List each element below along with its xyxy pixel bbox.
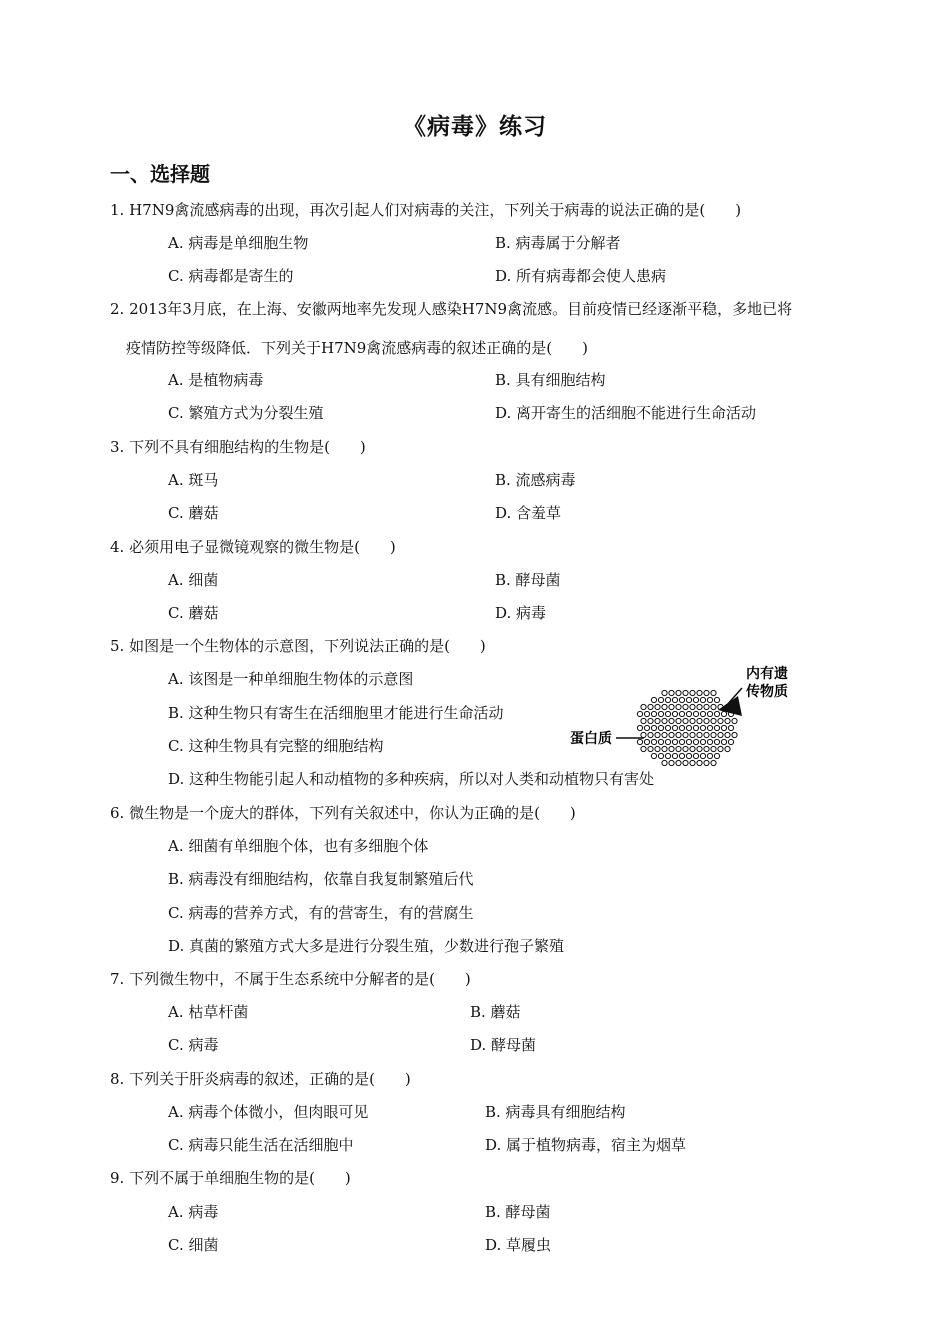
option-right: B. 病毒属于分解者	[495, 234, 621, 252]
capsid-dot	[651, 725, 656, 730]
capsid-dot	[662, 760, 667, 765]
capsid-dot	[686, 753, 691, 758]
option-right: B. 蘑菇	[470, 1003, 521, 1021]
capsid-dot	[693, 753, 698, 758]
capsid-dot	[690, 732, 695, 737]
option-left: C. 病毒	[168, 1036, 219, 1054]
capsid-dot	[679, 753, 684, 758]
capsid-dot	[637, 739, 642, 744]
text-line: B. 这种生物只有寄生在活细胞里才能进行生命活动	[168, 704, 504, 722]
capsid-dot	[641, 732, 646, 737]
capsid-dot	[665, 697, 670, 702]
option-left: A. 细菌	[168, 571, 219, 589]
capsid-dot	[686, 739, 691, 744]
capsid-dot	[707, 711, 712, 716]
capsid-dot	[655, 732, 660, 737]
option-left: C. 蘑菇	[168, 604, 219, 622]
option-right: B. 酵母菌	[495, 571, 561, 589]
capsid-dot	[669, 746, 674, 751]
capsid-dot	[704, 732, 709, 737]
capsid-dot	[690, 690, 695, 695]
option-right: D. 酵母菌	[470, 1036, 537, 1054]
text-line: 6. 微生物是一个庞大的群体，下列有关叙述中，你认为正确的是( )	[110, 804, 576, 822]
option-left: A. 病毒是单细胞生物	[168, 234, 309, 252]
capsid-dot	[662, 690, 667, 695]
capsid-dot	[648, 732, 653, 737]
capsid-dot	[697, 746, 702, 751]
capsid-dot	[714, 753, 719, 758]
capsid-dot	[669, 760, 674, 765]
capsid-dot	[644, 739, 649, 744]
capsid-dot	[641, 704, 646, 709]
capsid-dot	[679, 697, 684, 702]
capsid-dot	[655, 718, 660, 723]
capsid-dot	[644, 725, 649, 730]
capsid-dot	[690, 746, 695, 751]
capsid-dot	[665, 711, 670, 716]
option-right: B. 酵母菌	[485, 1203, 551, 1221]
capsid-dot	[690, 718, 695, 723]
option-left: A. 斑马	[168, 471, 219, 489]
text-line: C. 病毒的营养方式，有的营寄生，有的营腐生	[168, 904, 474, 922]
option-left: A. 病毒个体微小，但肉眼可见	[168, 1103, 369, 1121]
capsid-dot	[697, 718, 702, 723]
capsid-dot	[672, 697, 677, 702]
capsid-dot	[662, 704, 667, 709]
capsid-dot	[704, 690, 709, 695]
option-right: B. 具有细胞结构	[495, 371, 606, 389]
capsid-dot	[707, 725, 712, 730]
capsid-dot	[672, 725, 677, 730]
capsid-dot	[672, 711, 677, 716]
capsid-dot	[669, 732, 674, 737]
text-line: A. 该图是一种单细胞生物体的示意图	[168, 670, 414, 688]
capsid-dot	[658, 753, 663, 758]
capsid-dot	[637, 725, 642, 730]
capsid-dot	[662, 732, 667, 737]
capsid-dot	[679, 711, 684, 716]
label-protein: 蛋白质	[570, 731, 612, 747]
capsid-dot	[683, 704, 688, 709]
option-right: B. 病毒具有细胞结构	[485, 1103, 626, 1121]
capsid-dot	[676, 746, 681, 751]
capsid-dot	[693, 725, 698, 730]
capsid-dot	[718, 746, 723, 751]
capsid-dot	[665, 753, 670, 758]
capsid-dot	[697, 690, 702, 695]
option-left: C. 细菌	[168, 1236, 219, 1254]
section-heading: 一、选择题	[110, 162, 210, 186]
option-left: C. 繁殖方式为分裂生殖	[168, 404, 324, 422]
capsid-dot	[707, 739, 712, 744]
capsid-dot	[658, 725, 663, 730]
option-right: D. 属于植物病毒，宿主为烟草	[485, 1136, 687, 1154]
capsid-dot	[686, 697, 691, 702]
capsid-dot	[714, 739, 719, 744]
capsid-dot	[728, 739, 733, 744]
capsid-dot	[651, 711, 656, 716]
capsid-dot	[683, 760, 688, 765]
capsid-dot	[700, 711, 705, 716]
capsid-dot	[690, 704, 695, 709]
capsid-dot	[732, 732, 737, 737]
text-line: A. 细菌有单细胞个体，也有多细胞个体	[168, 837, 429, 855]
capsid-dot	[711, 718, 716, 723]
capsid-dot	[693, 697, 698, 702]
label-inner-line2: 传物质	[746, 684, 788, 700]
capsid-dot	[669, 718, 674, 723]
capsid-dot	[672, 753, 677, 758]
text-line: 9. 下列不属于单细胞生物的是( )	[110, 1169, 351, 1187]
option-left: C. 病毒都是寄生的	[168, 267, 294, 285]
capsid-dot	[711, 732, 716, 737]
capsid-dot	[679, 725, 684, 730]
capsid-dot	[721, 711, 726, 716]
capsid-dot	[690, 760, 695, 765]
page-title: 《病毒》练习	[403, 113, 547, 140]
option-right: D. 病毒	[495, 604, 547, 622]
virus-diagram	[568, 658, 808, 788]
protein-capsid	[637, 690, 737, 765]
option-left: C. 蘑菇	[168, 504, 219, 522]
capsid-dot	[683, 732, 688, 737]
capsid-dot	[665, 739, 670, 744]
capsid-dot	[707, 697, 712, 702]
capsid-dot	[669, 704, 674, 709]
text-line: D. 真菌的繁殖方式大多是进行分裂生殖，少数进行孢子繁殖	[168, 937, 565, 955]
capsid-dot	[711, 704, 716, 709]
text-line: C. 这种生物具有完整的细胞结构	[168, 737, 384, 755]
capsid-dot	[648, 746, 653, 751]
capsid-dot	[721, 739, 726, 744]
capsid-dot	[700, 753, 705, 758]
capsid-dot	[700, 739, 705, 744]
capsid-dot	[676, 704, 681, 709]
capsid-dot	[704, 760, 709, 765]
option-right: B. 流感病毒	[495, 471, 576, 489]
capsid-dot	[662, 746, 667, 751]
capsid-dot	[693, 739, 698, 744]
text-line: 1. H7N9禽流感病毒的出现，再次引起人们对病毒的关注，下列关于病毒的说法正确的是( )	[110, 201, 742, 219]
option-right: D. 离开寄生的活细胞不能进行生命活动	[495, 404, 757, 422]
capsid-dot	[683, 690, 688, 695]
capsid-dot	[648, 718, 653, 723]
capsid-dot	[662, 718, 667, 723]
capsid-dot	[679, 739, 684, 744]
capsid-dot	[697, 760, 702, 765]
text-line: 2. 2013年3月底，在上海、安徽两地率先发现人感染H7N9禽流感。目前疫情已经逐渐平稳，多地已将	[110, 300, 793, 318]
capsid-dot	[707, 753, 712, 758]
text-line: 8. 下列关于肝炎病毒的叙述，正确的是( )	[110, 1070, 411, 1088]
capsid-dot	[714, 725, 719, 730]
capsid-dot	[644, 711, 649, 716]
capsid-dot	[651, 753, 656, 758]
capsid-dot	[686, 725, 691, 730]
capsid-dot	[718, 732, 723, 737]
capsid-dot	[700, 697, 705, 702]
capsid-dot	[641, 718, 646, 723]
capsid-dot	[700, 725, 705, 730]
capsid-dot	[686, 711, 691, 716]
option-left: A. 病毒	[168, 1203, 219, 1221]
text-line: D. 这种生物能引起人和动植物的多种疾病，所以对人类和动植物只有害处	[168, 770, 655, 788]
capsid-dot	[658, 739, 663, 744]
capsid-dot	[704, 704, 709, 709]
capsid-dot	[704, 746, 709, 751]
capsid-dot	[665, 725, 670, 730]
capsid-dot	[718, 718, 723, 723]
capsid-dot	[648, 704, 653, 709]
capsid-dot	[658, 697, 663, 702]
text-line: 3. 下列不具有细胞结构的生物是( )	[110, 438, 366, 456]
capsid-dot	[725, 732, 730, 737]
capsid-dot	[711, 690, 716, 695]
capsid-dot	[711, 760, 716, 765]
capsid-dot	[637, 711, 642, 716]
label-inner-line1: 内有遗	[746, 666, 788, 682]
capsid-dot	[669, 690, 674, 695]
option-right: D. 草履虫	[485, 1236, 552, 1254]
capsid-dot	[641, 746, 646, 751]
capsid-dot	[683, 746, 688, 751]
capsid-dot	[704, 718, 709, 723]
capsid-dot	[676, 718, 681, 723]
capsid-dot	[676, 690, 681, 695]
capsid-dot	[697, 732, 702, 737]
capsid-dot	[676, 732, 681, 737]
capsid-dot	[676, 760, 681, 765]
text-line: 5. 如图是一个生物体的示意图，下列说法正确的是( )	[110, 637, 486, 655]
capsid-dot	[714, 697, 719, 702]
capsid-dot	[658, 711, 663, 716]
capsid-dot	[697, 704, 702, 709]
option-left: A. 是植物病毒	[168, 371, 264, 389]
capsid-dot	[732, 718, 737, 723]
capsid-dot	[655, 704, 660, 709]
capsid-dot	[714, 711, 719, 716]
capsid-dot	[693, 711, 698, 716]
capsid-dot	[683, 718, 688, 723]
text-line: B. 病毒没有细胞结构，依靠自我复制繁殖后代	[168, 870, 474, 888]
option-left: C. 病毒只能生活在活细胞中	[168, 1136, 354, 1154]
option-right: D. 含羞草	[495, 504, 562, 522]
text-line: 疫情防控等级降低．下列关于H7N9禽流感病毒的叙述正确的是( )	[126, 339, 588, 357]
capsid-dot	[725, 718, 730, 723]
text-line: 4. 必须用电子显微镜观察的微生物是( )	[110, 538, 396, 556]
capsid-dot	[655, 746, 660, 751]
capsid-dot	[672, 739, 677, 744]
option-left: A. 枯草杆菌	[168, 1003, 249, 1021]
capsid-dot	[725, 746, 730, 751]
text-line: 7. 下列微生物中，不属于生态系统中分解者的是( )	[110, 970, 471, 988]
capsid-dot	[711, 746, 716, 751]
capsid-dot	[651, 739, 656, 744]
capsid-dot	[728, 725, 733, 730]
capsid-dot	[721, 725, 726, 730]
option-right: D. 所有病毒都会使人患病	[495, 267, 667, 285]
capsid-dot	[651, 697, 656, 702]
